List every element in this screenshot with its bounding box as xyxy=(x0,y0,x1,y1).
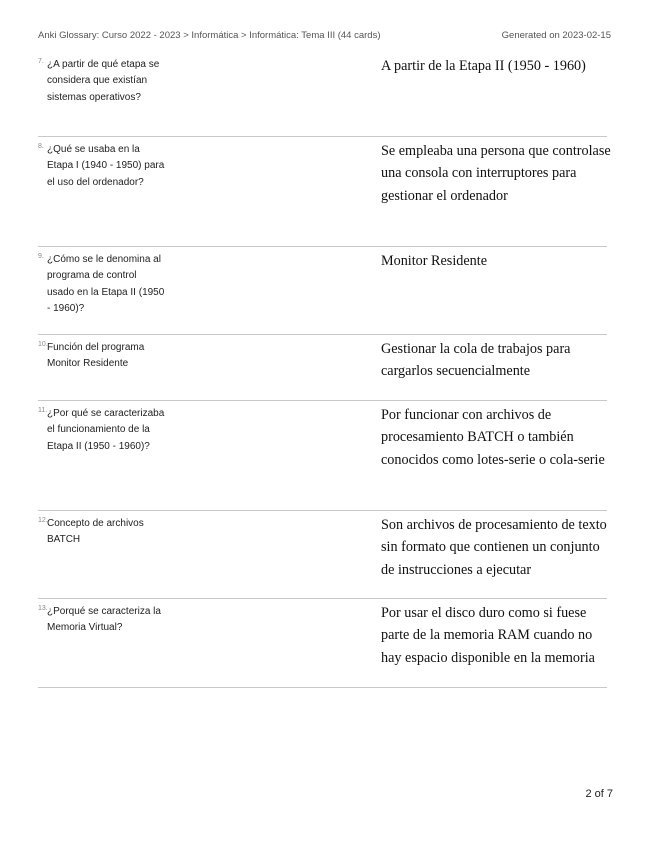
card-number: 12. xyxy=(38,517,48,524)
card-answer: Se empleaba una persona que controlase una consola con interruptores para gestionar el ordenador xyxy=(381,143,611,204)
card-question: ¿A partir de qué etapa se considera que existían sistemas operativos? xyxy=(47,59,160,103)
card-question: ¿Porqué se caracteriza la Memoria Virtual? xyxy=(47,606,161,634)
card-answer: Gestionar la cola de trabajos para cargarlos secuencialmente xyxy=(381,341,571,380)
page-number: 2 of 7 xyxy=(585,788,613,800)
card-question: Función del programa Monitor Residente xyxy=(47,342,145,370)
card-question: ¿Cómo se le denomina al programa de control usado en la Etapa II (1950 - 1960)? xyxy=(47,254,165,314)
card-row xyxy=(38,247,607,335)
card-answer: Son archivos de procesamiento de texto sin formato que contienen un conjunto de instrucciones a ejecutar xyxy=(381,517,607,578)
card-row xyxy=(38,401,607,511)
glossary-card-list xyxy=(38,52,611,688)
card-number: 13. xyxy=(38,605,48,612)
card-row xyxy=(38,52,607,137)
card-number: 9. xyxy=(38,253,44,260)
card-question: ¿Por qué se caracterizaba el funcionamiento de la Etapa II (1950 - 1960)? xyxy=(47,408,165,452)
card-answer: Monitor Residente xyxy=(381,253,487,269)
document-header-title: Anki Glossary: Curso 2022 - 2023 > Informática > Informática: Tema III (44 cards) xyxy=(38,30,381,41)
card-answer: A partir de la Etapa II (1950 - 1960) xyxy=(381,58,586,74)
card-row xyxy=(38,335,607,401)
card-row xyxy=(38,599,607,688)
card-question: ¿Qué se usaba en la Etapa I (1940 - 1950) para el uso del ordenador? xyxy=(47,144,165,188)
card-question: Concepto de archivos BATCH xyxy=(47,518,144,546)
card-row xyxy=(38,511,607,599)
card-row xyxy=(38,137,611,247)
card-answer: Por usar el disco duro como si fuese parte de la memoria RAM cuando no hay espacio disponible en la memoria xyxy=(381,605,595,666)
card-number: 10. xyxy=(38,341,48,348)
generated-date: Generated on 2023-02-15 xyxy=(501,30,611,41)
card-number: 11. xyxy=(38,407,48,414)
card-answer: Por funcionar con archivos de procesamiento BATCH o también conocidos como lotes-serie o cola-serie xyxy=(381,407,605,468)
card-number: 8. xyxy=(38,143,44,150)
card-number: 7. xyxy=(38,58,44,65)
